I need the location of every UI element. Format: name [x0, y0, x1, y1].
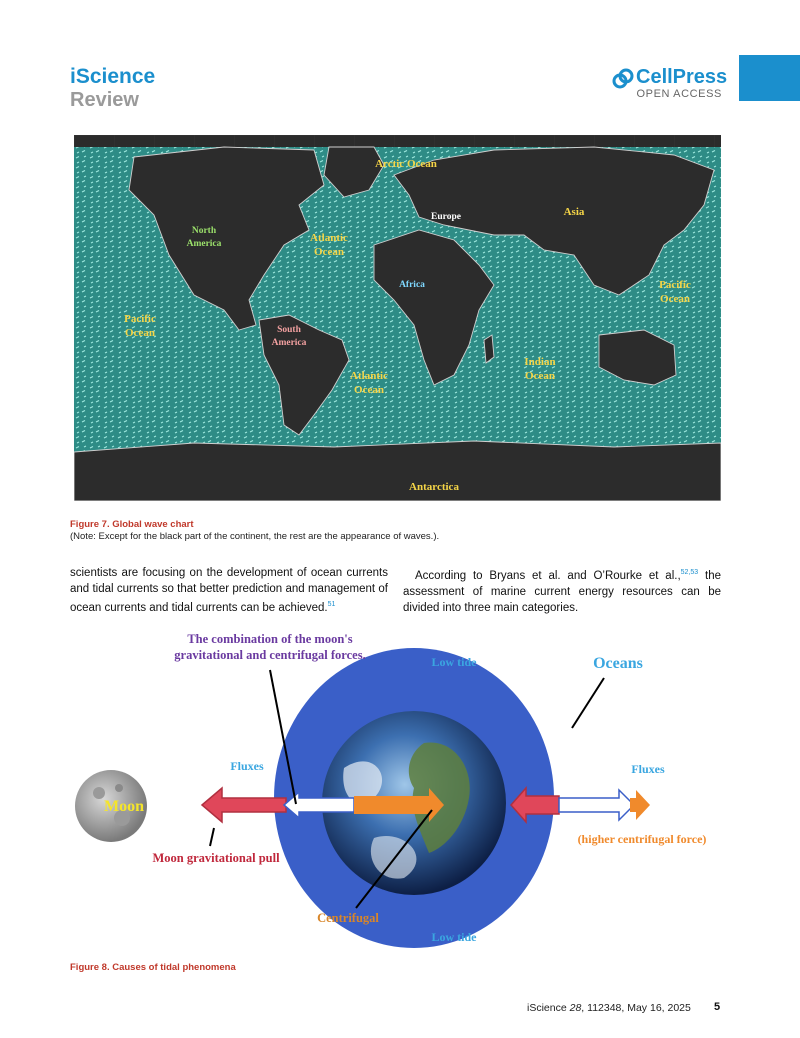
label-pacific-east-2: Ocean — [660, 293, 690, 305]
open-access-label: OPEN ACCESS — [636, 88, 722, 100]
label-north-america-2: America — [186, 239, 222, 249]
label-south-america-2: America — [271, 338, 307, 348]
body-column-left — [70, 565, 388, 616]
centrifugal-label: Centrifugal — [317, 911, 379, 925]
global-wave-chart — [74, 135, 721, 501]
publisher-name: CellPress — [636, 66, 728, 88]
label-pacific-east-1: Pacific — [659, 279, 691, 291]
moon-pull-label: Moon gravitational pull — [152, 851, 280, 865]
label-north-america-1: North — [191, 226, 217, 236]
fluxes-left-label: Fluxes — [230, 759, 264, 773]
low-tide-top-label: Low tide — [431, 655, 477, 669]
gravitational-pull-arrow — [202, 788, 286, 822]
page-number: 5 — [714, 1001, 721, 1013]
section-label: Review — [70, 89, 139, 111]
reference-51[interactable]: 51 — [327, 601, 336, 608]
label-atlantic-south-2: Ocean — [354, 384, 384, 396]
label-atlantic-north-2: Ocean — [314, 246, 344, 258]
reference-52-53[interactable]: 52,53 — [680, 569, 699, 576]
citation-footer: iScience 28, 112348, May 16, 2025 — [527, 1002, 691, 1014]
label-atlantic-south-1: Atlantic — [350, 370, 388, 382]
fluxes-right-label: Fluxes — [631, 762, 665, 776]
label-pacific-west-2: Ocean — [125, 327, 155, 339]
pointer-line-moon-pull — [210, 828, 214, 846]
publisher-logo — [612, 66, 728, 106]
figure7-caption-title: Figure 7. Global wave chart — [70, 519, 194, 530]
label-europe: Europe — [431, 212, 461, 222]
label-pacific-west-1: Pacific — [124, 313, 156, 325]
page-tab-marker — [739, 55, 800, 101]
flux-arrow-right-white — [559, 790, 634, 820]
body-text-left: scientists are focusing on the development of ocean currents and tidal currents so that better prediction and management of ocean currents and tidal currents can be achieved. — [70, 567, 388, 614]
label-africa: Africa — [399, 280, 425, 290]
oceans-label: Oceans — [593, 655, 643, 672]
centrifugal-arrow-right — [630, 790, 650, 820]
journal-name: iScience — [70, 65, 156, 88]
combination-label-2: gravitational and centrifugal forces. — [174, 648, 366, 662]
label-indian-2: Ocean — [525, 370, 555, 382]
low-tide-bottom-label: Low tide — [431, 930, 477, 944]
combination-label-1: The combination of the moon's — [187, 632, 353, 646]
body-text-right-start: According to Bryans et al. and O’Rourke et al., — [415, 569, 681, 582]
label-atlantic-north-1: Atlantic — [310, 232, 348, 244]
body-text-right-end: the assessment of marine current energy resources can be divided into three main categories. — [403, 569, 721, 614]
body-column-right — [403, 565, 721, 616]
label-antarctica: Antarctica — [409, 481, 459, 493]
cellpress-icon — [612, 68, 634, 90]
higher-centrifugal-label: (higher centrifugal force) — [577, 832, 707, 846]
tidal-phenomena-diagram — [74, 628, 724, 953]
label-asia: Asia — [563, 206, 585, 218]
figure8-caption-title: Figure 8. Causes of tidal phenomena — [70, 962, 236, 973]
label-south-america-1: South — [277, 325, 301, 335]
label-arctic-ocean: Arctic Ocean — [375, 158, 437, 170]
figure7-caption-note: (Note: Except for the black part of the continent, the rest are the appearance of waves.). — [70, 531, 440, 542]
pointer-line-oceans — [572, 678, 604, 728]
label-indian-1: Indian — [524, 356, 556, 368]
moon-label: Moon — [104, 798, 144, 815]
